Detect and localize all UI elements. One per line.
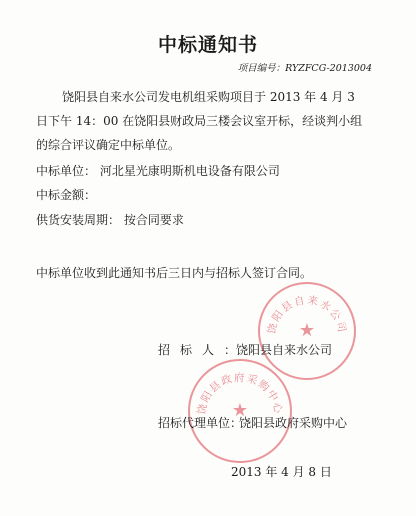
winner-field: 中标单位： 河北星光康明斯机电设备有限公司 xyxy=(36,164,280,178)
seal-star-icon: ★ xyxy=(231,400,249,421)
seal-agency-text: 饶阳县政府采购中心 xyxy=(195,372,285,416)
document-title: 中标通知书 xyxy=(157,34,258,56)
agency-label: 招标代理单位： xyxy=(158,416,243,430)
issue-date: 2013 年 4 月 8 日 xyxy=(231,465,332,479)
body-line-3: 的综合评议确定中标单位。 xyxy=(36,138,181,152)
agency-value: 饶阳县政府采购中心 xyxy=(239,416,348,430)
tenderer-value: 饶阳县自来水公司 xyxy=(236,343,333,357)
tenderer-label: 招标人： xyxy=(158,343,247,357)
body-line-1: 饶阳县自来水公司发电机组采购项目于 2013 年 4 月 3 xyxy=(62,90,355,104)
seal-agency-stamp xyxy=(188,359,292,463)
contract-notice: 中标单位收到此通知书后三日内与招标人签订合同。 xyxy=(36,266,313,280)
project-number: 项目编号：RYZFCG-2013004 xyxy=(237,63,372,74)
delivery-field: 供货安装周期： 按合同要求 xyxy=(36,213,184,227)
seal-star-icon: ★ xyxy=(298,320,316,341)
seal-tenderer-text: 饶阳县自来水公司 xyxy=(265,294,349,336)
amount-field: 中标金额： xyxy=(36,188,97,202)
body-line-2: 日下午 14：00 在饶阳县财政局三楼会议室开标，经谈判小组 xyxy=(36,114,363,128)
